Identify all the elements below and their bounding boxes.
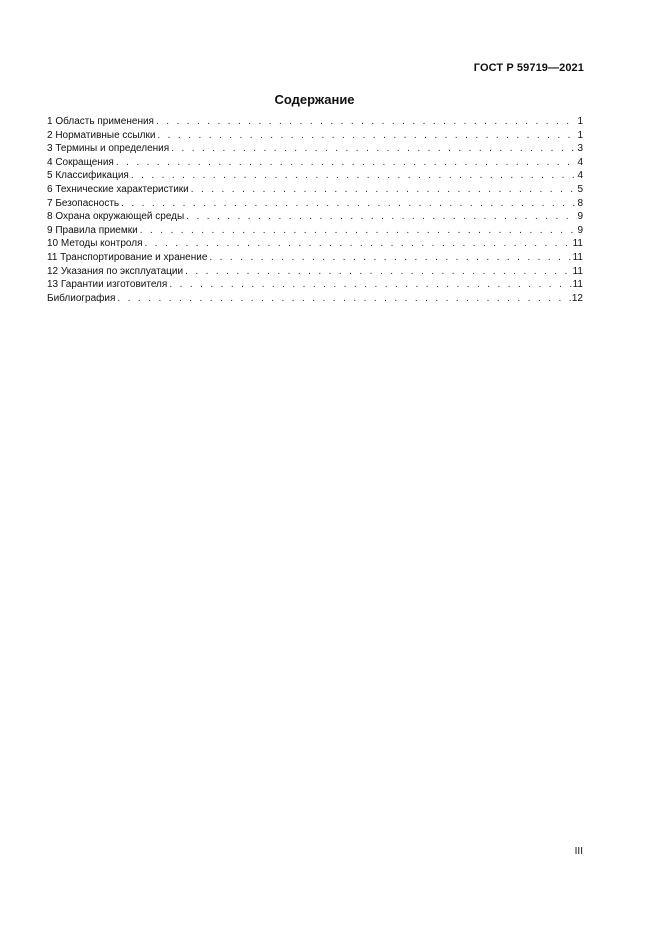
standard-code-header: ГОСТ Р 59719—2021 bbox=[473, 62, 584, 74]
dot-leader bbox=[169, 142, 577, 156]
toc-entry-label: 2 Нормативные ссылки bbox=[47, 129, 156, 141]
toc-entry-page: 11 bbox=[572, 251, 583, 263]
toc-entry-label: 3 Термины и определения bbox=[47, 143, 170, 155]
toc-entry[interactable] bbox=[47, 129, 583, 143]
toc-entry-page: 12 bbox=[571, 292, 583, 304]
toc-entry[interactable] bbox=[47, 142, 583, 156]
dot-leader bbox=[114, 156, 578, 170]
toc-entry-label: 8 Охрана окружающей среды bbox=[47, 211, 185, 223]
toc-entry[interactable] bbox=[47, 169, 583, 183]
toc-entry-label: 10 Методы контроля bbox=[47, 238, 143, 250]
toc-entry[interactable] bbox=[47, 156, 583, 170]
toc-entry-page: 8 bbox=[577, 197, 583, 209]
page-number: III bbox=[574, 846, 583, 857]
toc-entry-label: 4 Сокращения bbox=[47, 156, 114, 168]
toc-entry[interactable] bbox=[47, 197, 583, 211]
toc-entry-label: 12 Указания по эксплуатации bbox=[47, 265, 184, 277]
toc-entry[interactable] bbox=[47, 210, 583, 224]
toc-entry-page: 11 bbox=[572, 238, 583, 250]
dot-leader bbox=[119, 197, 577, 211]
toc-entry-page: 1 bbox=[577, 116, 583, 127]
toc-entry-page: 1 bbox=[577, 129, 583, 141]
toc-entry-label: 5 Классификация bbox=[47, 170, 129, 182]
toc-entry[interactable] bbox=[47, 292, 583, 306]
dot-leader bbox=[129, 169, 578, 183]
toc-entry-label: 7 Безопасность bbox=[47, 197, 120, 209]
dot-leader bbox=[207, 251, 572, 265]
toc-entry-page: 11 bbox=[572, 279, 583, 291]
dot-leader bbox=[167, 278, 572, 292]
toc-entry[interactable] bbox=[47, 237, 583, 251]
dot-leader bbox=[115, 292, 571, 306]
toc-entry-page: 3 bbox=[577, 143, 583, 155]
toc-entry[interactable] bbox=[47, 278, 583, 292]
dot-leader bbox=[184, 210, 577, 224]
toc-entry-page: 11 bbox=[572, 265, 583, 277]
dot-leader bbox=[155, 129, 577, 143]
toc-entry-label: 6 Технические характеристики bbox=[47, 183, 189, 195]
toc-title: Содержание bbox=[274, 92, 355, 107]
toc-entry-page: 9 bbox=[577, 211, 583, 223]
toc-entry-page: 4 bbox=[577, 156, 583, 168]
dot-leader bbox=[189, 183, 578, 197]
toc-entry-label: 9 Правила приемки bbox=[47, 224, 138, 236]
toc-entry[interactable] bbox=[47, 251, 583, 265]
toc-entry[interactable] bbox=[47, 224, 583, 238]
toc-entry-label: 13 Гарантии изготовителя bbox=[47, 279, 168, 291]
toc-entry-label: 11 Транспортирование и хранение bbox=[47, 251, 208, 263]
toc-entry-label: 1 Область применения bbox=[47, 116, 154, 127]
toc-entry-page: 9 bbox=[577, 224, 583, 236]
dot-leader bbox=[138, 224, 578, 238]
toc-entry-page: 4 bbox=[577, 170, 583, 182]
toc-entry-label: Библиография bbox=[47, 292, 116, 304]
table-of-contents bbox=[47, 115, 583, 305]
dot-leader bbox=[183, 265, 573, 279]
dot-leader bbox=[154, 115, 577, 129]
dot-leader bbox=[143, 237, 573, 251]
toc-entry[interactable] bbox=[47, 183, 583, 197]
toc-entry[interactable] bbox=[47, 115, 583, 129]
toc-entry[interactable] bbox=[47, 265, 583, 279]
toc-entry-page: 5 bbox=[577, 183, 583, 195]
